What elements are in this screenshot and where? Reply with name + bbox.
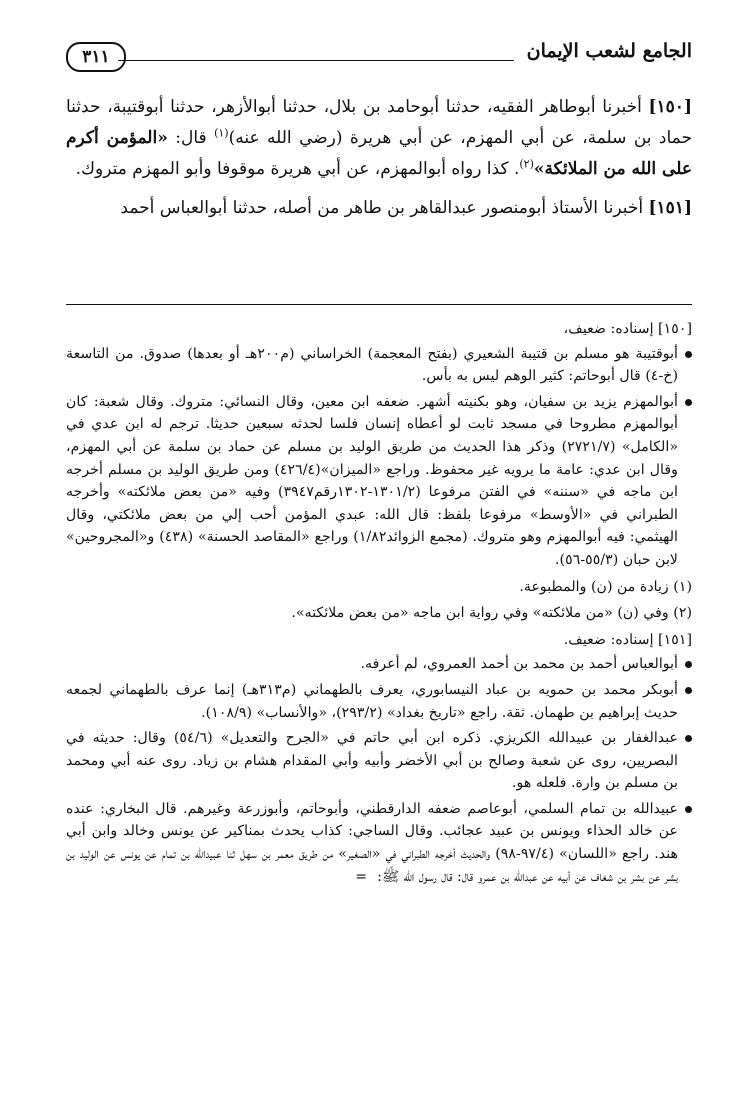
list-item-text: عبيدالله بن تمام السلمي، أبوعاصم ضعفه الدارقطني، وأبوحاتم، وأبوزرعة وغيرهم. قال البخاري: عنده عن خالد الحذاء ويونس بن عبيد عجائب. وقال الساجي: كذاب يحدث بمناكير عن يونس وخالد وابن أبي هند. راجع «اللسان» (٩٧/٤-٩٨) والحديث أخرجه الطبراني في «الصغير» من طريق معمر بن سهل ثنا عبيدالله بن تمام عن يونس عن الوليد بن بشر عن بشر بن شغاف عن أبيه عن عبدالله بن عمرو قال: قال رسول الله ﷺ: [66,800,678,885]
list-item: عبدالغفار بن عبيدالله الكريزي. ذكره ابن أبي حاتم في «الجرح والتعديل» (٥٤/٦) وقال: حديثه في البصريين، روى عن شعبة وصالح بن أبي الأخضر وأبيه وأبي المقدام هشام بن زياد. روى عنه أبي ومحمد بن مسلم بن وارة. فلعله هو. [66,727,692,795]
list-item: أبوالعباس أحمد بن محمد بن أحمد العمروي، لم أعرفه. [66,653,692,676]
list-item: أبوالمهزم يزيد بن سفيان، وهو بكنيته أشهر. ضعفه ابن معين، وقال النسائي: متروك. وقال شعبة: كان أبوالمهزم مطروحا في مسجد ثابت لو أعطاه إنسان فلسا لحدثه سبعين حديثا. ترجم له ابن عدي في «الكامل» (٢٧٢١/٧) وذكر هذا الحديث من طريق الوليد بن مسلم عن حماد بن سلمة عن أبي المهزم، وقال ابن عدي: عامة ما يرويه غير محفوظ. وراجع «الميزان»(٤٢٦/٤) ومن طريق الوليد بن مسلم أخرجه ابن ماجه في «سننه» في الفتن مرفوعا (١٣٠١/٢-١٣٠٢رقم٣٩٤٧) وفيه «من بعض ملائكته» وأخرجه الطبراني في «الأوسط» مرفوعا بلفظ: قال الله: عبدي المؤمن أحب إلي من بعض ملائكتي، وقال الهيثمي: فيه أبوالمهزم وهو متروك. (مجمع الزوائد١/٨٢) وراجع «المقاصد الحسنة» (٤٣٨) و«المجروحين» لابن حبان (٥٥/٣-٥٦). [66,391,692,572]
page-number: ٣١١ [66,42,126,72]
footnotes [66,318,692,891]
list-item: أبوبكر محمد بن حمويه بن عباد النيسابوري، يعرف بالطهماني (م٣١٣هـ) إنما عرف بالطهماني لجمعه حديث إبراهيم بن طهمان. ثقة. راجع «تاريخ بغداد» (٢٩٣/٢)، «والأنساب» (١٠٨/٩). [66,679,692,724]
hadith-151 [66,193,692,224]
hadith-matn: «المؤمن أكرم على الله من الملائكة» [66,128,692,179]
isnad-text-end: قال: [175,128,215,148]
hadith-150 [66,92,692,185]
book-title: الجامع لشعب الإيمان [526,40,692,62]
main-text [66,92,692,224]
footnote-ref: (١) [214,126,229,140]
note-150-head: [١٥٠] إسناده: ضعيف، [563,321,692,337]
footnote-1: (١) زيادة من (ن) والمطبوعة. [519,578,692,595]
list-item: أبوقتيبة هو مسلم بن قتيبة الشعيري (بفتح المعجمة) الخراساني (م٢٠٠هـ أو بعدها) صدوق. من التاسعة (خ-٤) قال أبوحاتم: كثير الوهم ليس به بأس. [66,343,692,388]
hadith-number: [١٥١] [648,198,692,218]
footnote-ref: (٢) [519,157,534,171]
isnad-text: أخبرنا أبوطاهر الفقيه، حدثنا أبوحامد بن بلال، حدثنا أبوالأزهر، حدثنا أبوقتيبة، حدثنا حماد بن سلمة، عن أبي المهزم، عن أبي هريرة (رضي الله عنه) [66,97,693,148]
note-150-list [66,343,692,572]
note-151-list [66,653,692,888]
list-item [66,798,692,888]
page-header [66,36,692,78]
hadith-number: [١٥٠] [648,97,692,117]
hadith-comment: . كذا رواه أبوالمهزم، عن أبي هريرة موقوفا وأبو المهزم متروك. [75,159,520,179]
footnote-separator [66,304,692,305]
header-rule [118,60,514,61]
footnote-2: (٢) وفي (ن) «من ملائكته» وفي رواية ابن ماجه «من بعض ملائكته». [291,605,692,622]
continue-mark: = [355,868,368,885]
isnad-text: أخبرنا الأستاذ أبومنصور عبدالقاهر بن طاهر من أصله، حدثنا أبوالعباس أحمد [120,198,644,218]
note-151-head: [١٥١] إسناده: ضعيف. [563,631,692,648]
